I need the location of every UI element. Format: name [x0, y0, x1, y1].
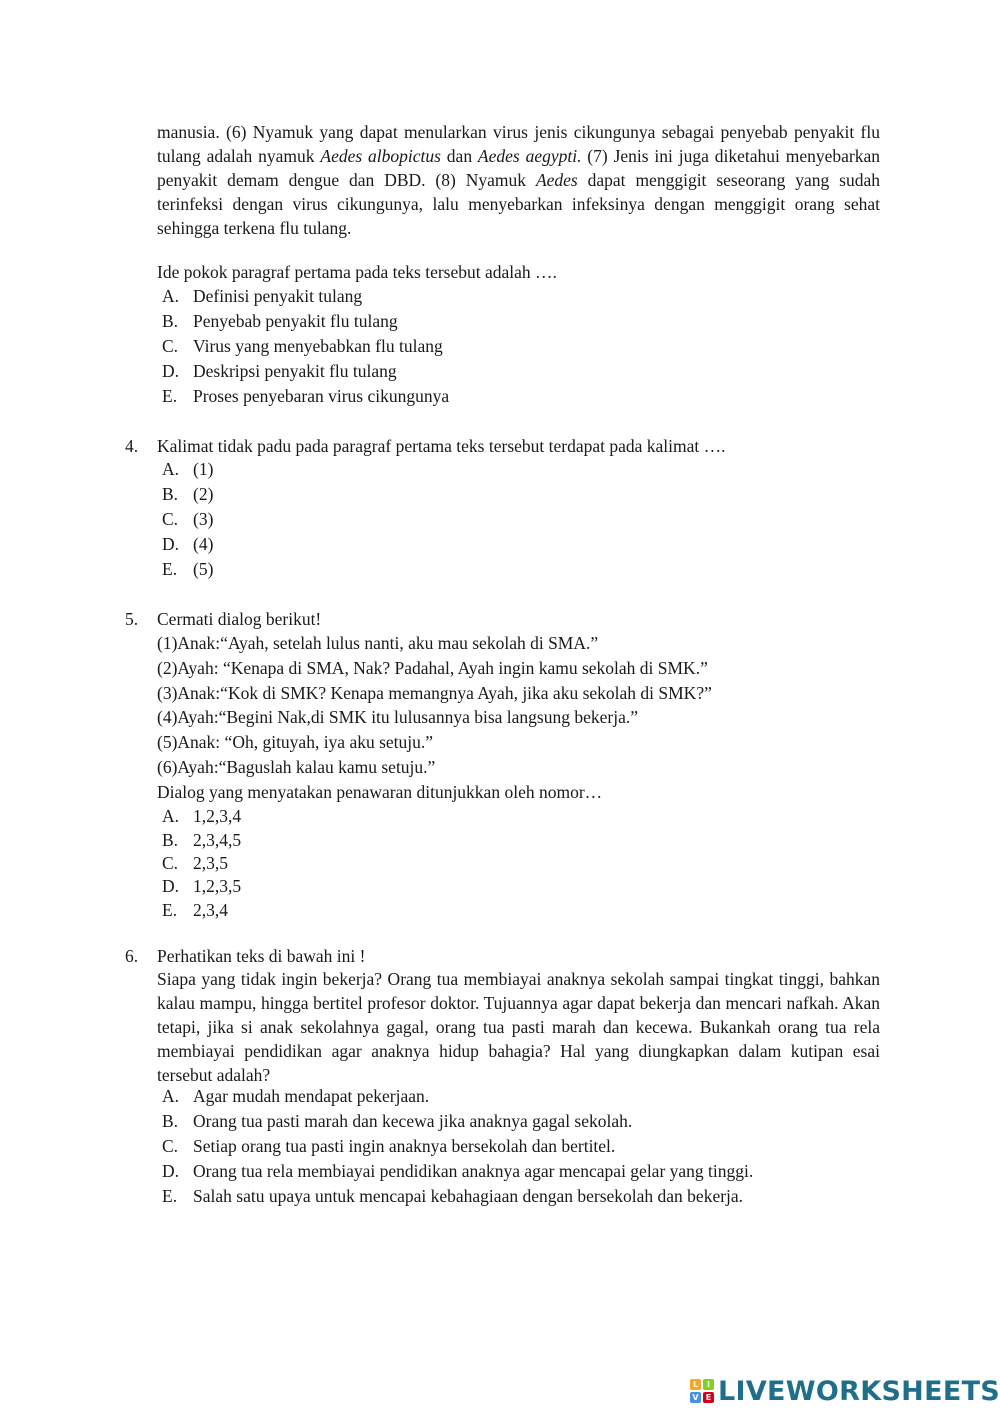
- option-letter: D.: [162, 361, 180, 381]
- option-letter: A.: [162, 459, 180, 479]
- q4-option-b[interactable]: [162, 482, 213, 506]
- q6-option-c[interactable]: [162, 1134, 615, 1158]
- option-letter: E.: [162, 900, 178, 920]
- q5-option-b[interactable]: [162, 828, 241, 852]
- option-letter: A.: [162, 1086, 180, 1106]
- logo-mark-cell: V: [690, 1392, 701, 1403]
- option-text: 1,2,3,5: [193, 876, 242, 896]
- q3-option-e[interactable]: [162, 384, 449, 408]
- option-text: (5): [193, 559, 214, 579]
- option-text: Salah satu upaya untuk mencapai kebahagiaan dengan bersekolah dan bekerja.: [193, 1186, 744, 1206]
- option-text: (1): [193, 459, 214, 479]
- option-letter: E.: [162, 386, 178, 406]
- option-text: 1,2,3,4: [193, 806, 242, 826]
- option-letter: C.: [162, 509, 179, 529]
- option-text: 2,3,4: [193, 900, 228, 920]
- option-letter: D.: [162, 1161, 180, 1181]
- essay-excerpt: Siapa yang tidak ingin bekerja? Orang tua membiayai anaknya sekolah sampai tingkat tinggi, bahkan kalau mampu, hingga bertitel profesor doktor. Tujuannya agar dapat bekerja dan mencari nafkah. Akan tetapi, jika si anak sekolahnya gagal, orang tua pasti marah dan kecewa. Bukankah orang tua rela membiayai pendidikan agar anaknya hidup bahagia? Hal yang diungkapkan dalam kutipan esai tersebut adalah?: [157, 969, 880, 1085]
- q3-option-a[interactable]: [162, 284, 362, 308]
- q5-prompt: Dialog yang menyatakan penawaran ditunjukkan oleh nomor…: [157, 782, 603, 802]
- logo-mark-cell: E: [703, 1392, 714, 1403]
- q6-option-a[interactable]: [162, 1084, 429, 1108]
- passage-text: dapat menggigit seseorang yang sudah terinfeksi dengan virus cikungunya, lalu menyebarkan infeksinya dengan menggigit orang sehat sehingga terkena flu tulang.: [157, 170, 880, 238]
- logo-mark-cell: L: [690, 1379, 701, 1390]
- passage-paragraph: [157, 120, 880, 240]
- option-letter: A.: [162, 806, 180, 826]
- option-text: Setiap orang tua pasti ingin anaknya bersekolah dan bertitel.: [193, 1136, 616, 1156]
- q5-option-a[interactable]: [162, 804, 241, 828]
- dialog-line: (1)Anak:“Ayah, setelah lulus nanti, aku mau sekolah di SMA.”: [157, 633, 599, 653]
- q5-number: 5.: [125, 609, 139, 629]
- option-text: Orang tua pasti marah dan kecewa jika anaknya gagal sekolah.: [193, 1111, 633, 1131]
- q3-option-b[interactable]: [162, 309, 398, 333]
- q4-option-a[interactable]: [162, 457, 213, 481]
- option-text: 2,3,4,5: [193, 830, 242, 850]
- option-letter: C.: [162, 853, 179, 873]
- option-letter: D.: [162, 876, 180, 896]
- option-letter: C.: [162, 336, 179, 356]
- passage-text: (7) Jenis ini juga diketahui menyebarkan penyakit demam dengue dan DBD. (8) Nyamuk: [157, 146, 880, 190]
- option-text: Proses penyebaran virus cikungunya: [193, 386, 450, 406]
- dialog-line: (3)Anak:“Kok di SMK? Kenapa memangnya Ayah, jika aku sekolah di SMK?”: [157, 683, 712, 703]
- dialog-line: (2)Ayah: “Kenapa di SMA, Nak? Padahal, Ayah ingin kamu sekolah di SMK.”: [157, 658, 708, 678]
- logo-text: LIVEWORKSHEETS: [718, 1375, 1000, 1407]
- liveworksheets-logo: [690, 1374, 1000, 1408]
- option-letter: B.: [162, 311, 179, 331]
- q4-number: 4.: [125, 436, 139, 456]
- dialog-line: (5)Anak: “Oh, gituyah, iya aku setuju.”: [157, 732, 434, 752]
- q4-option-e[interactable]: [162, 557, 213, 581]
- dialog-line: (6)Ayah:“Baguslah kalau kamu setuju.”: [157, 757, 436, 777]
- q4-option-d[interactable]: [162, 532, 213, 556]
- option-text: 2,3,5: [193, 853, 228, 873]
- q3-question: Ide pokok paragraf pertama pada teks tersebut adalah ….: [157, 262, 557, 282]
- option-text: (4): [193, 534, 214, 554]
- q6-option-b[interactable]: [162, 1109, 632, 1133]
- option-letter: C.: [162, 1136, 179, 1156]
- species-name: Aedes aegypti.: [477, 146, 582, 166]
- option-text: (3): [193, 509, 214, 529]
- option-letter: D.: [162, 534, 180, 554]
- option-text: Penyebab penyakit flu tulang: [193, 311, 398, 331]
- option-text: (2): [193, 484, 214, 504]
- passage-text: manusia. (6) Nyamuk yang dapat menularkan virus jenis cikungunya sebagai penyebab penyakit flu tulang adalah nyamuk: [157, 122, 880, 166]
- q5-option-c[interactable]: [162, 851, 228, 875]
- liveworksheets-logo-icon: [690, 1379, 714, 1403]
- logo-mark-cell: I: [703, 1379, 714, 1390]
- q6-number: 6.: [125, 946, 139, 966]
- option-text: Agar mudah mendapat pekerjaan.: [193, 1086, 430, 1106]
- q6-option-d[interactable]: [162, 1159, 753, 1183]
- q5-option-d[interactable]: [162, 874, 241, 898]
- species-name: Aedes: [535, 170, 578, 190]
- q6-question: Perhatikan teks di bawah ini !: [157, 946, 366, 966]
- q3-option-d[interactable]: [162, 359, 397, 383]
- option-text: Deskripsi penyakit flu tulang: [193, 361, 397, 381]
- option-text: Orang tua rela membiayai pendidikan anaknya agar mencapai gelar yang tinggi.: [193, 1161, 754, 1181]
- q3-option-c[interactable]: [162, 334, 443, 358]
- q5-question: Cermati dialog berikut!: [157, 609, 322, 629]
- q4-question: Kalimat tidak padu pada paragraf pertama teks tersebut terdapat pada kalimat ….: [157, 436, 726, 456]
- option-letter: B.: [162, 830, 179, 850]
- q6-option-e[interactable]: [162, 1184, 743, 1208]
- dialog-line: (4)Ayah:“Begini Nak,di SMK itu lulusannya bisa langsung bekerja.”: [157, 707, 639, 727]
- option-letter: B.: [162, 484, 179, 504]
- option-letter: E.: [162, 1186, 178, 1206]
- option-letter: A.: [162, 286, 180, 306]
- option-text: Virus yang menyebabkan flu tulang: [193, 336, 443, 356]
- option-letter: B.: [162, 1111, 179, 1131]
- option-letter: E.: [162, 559, 178, 579]
- passage-text: dan: [440, 146, 478, 166]
- q4-option-c[interactable]: [162, 507, 213, 531]
- option-text: Definisi penyakit tulang: [193, 286, 363, 306]
- q5-option-e[interactable]: [162, 898, 228, 922]
- species-name: Aedes albopictus: [320, 146, 441, 166]
